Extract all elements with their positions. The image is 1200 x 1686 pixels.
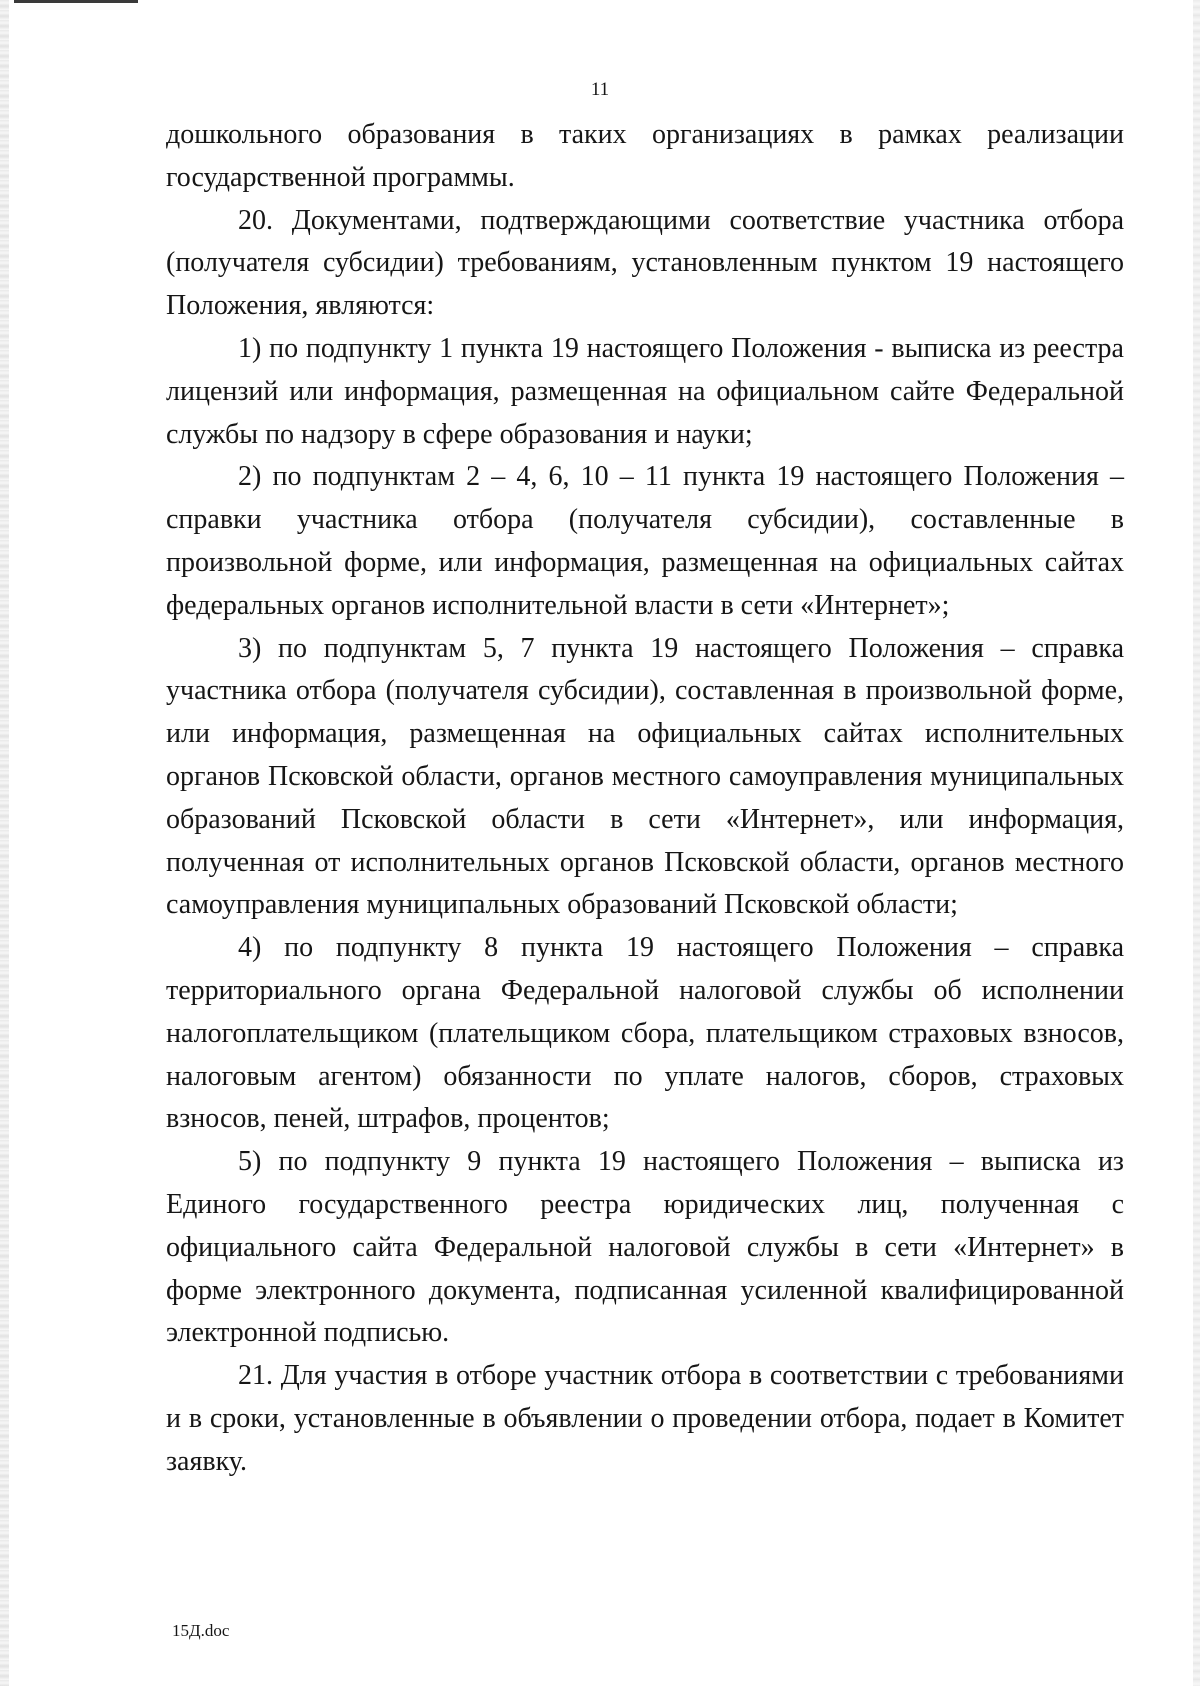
footer-filename: 15Д.doc <box>172 1621 230 1640</box>
paragraph-continuation: дошкольного образования в таких организациях в рамках реализации государственной программы. <box>166 119 1124 193</box>
paragraph-subitem-2: 2) по подпунктам 2 – 4, 6, 10 – 11 пункта 19 настоящего Положения – справки участника отбора (получателя субсидии), составленные в произвольной форме, или информация, размещенная на официальных сайтах федеральных органов исполнительной власти в сети «Интернет»; <box>166 461 1124 621</box>
scan-mark <box>14 0 138 3</box>
document-body <box>166 114 1124 1484</box>
scan-edge-right <box>1193 0 1200 1686</box>
page-number: 11 <box>590 79 610 100</box>
paragraph-subitem-3: 3) по подпунктам 5, 7 пункта 19 настоящего Положения – справка участника отбора (получателя субсидии), составленная в произвольной форме, или информация, размещенная на официальных сайтах исполнительных органов Псковской области, органов местного самоуправления муниципальных образований Псковской области в сети «Интернет», или информация, полученная от исполнительных органов Псковской области, органов местного самоуправления муниципальных образований Псковской области; <box>166 632 1124 921</box>
scan-edge-left <box>0 0 9 1686</box>
paragraph-subitem-4: 4) по подпункту 8 пункта 19 настоящего Положения – справка территориального органа Федеральной налоговой службы об исполнении налогоплательщиком (плательщиком сбора, плательщиком страховых взносов, налоговым агентом) обязанности по уплате налогов, сборов, страховых взносов, пеней, штрафов, процентов; <box>166 932 1124 1135</box>
paragraph-item-20: 20. Документами, подтверждающими соответствие участника отбора (получателя субсидии) требованиям, установленным пунктом 19 настоящего Положения, являются: <box>166 204 1124 322</box>
paragraph-subitem-1: 1) по подпункту 1 пункта 19 настоящего Положения - выписка из реестра лицензий или информация, размещенная на официальном сайте Федеральной службы по надзору в сфере образования и науки; <box>166 332 1124 450</box>
paragraph-subitem-5: 5) по подпункту 9 пункта 19 настоящего Положения – выписка из Единого государственного реестра юридических лиц, полученная с официального сайта Федеральной налоговой службы в сети «Интернет» в форме электронного документа, подписанная усиленной квалифицированной электронной подписью. <box>166 1146 1124 1349</box>
paragraph-item-21: 21. Для участия в отборе участник отбора в соответствии с требованиями и в сроки, установленные в объявлении о проведении отбора, подает в Комитет заявку. <box>166 1360 1124 1477</box>
